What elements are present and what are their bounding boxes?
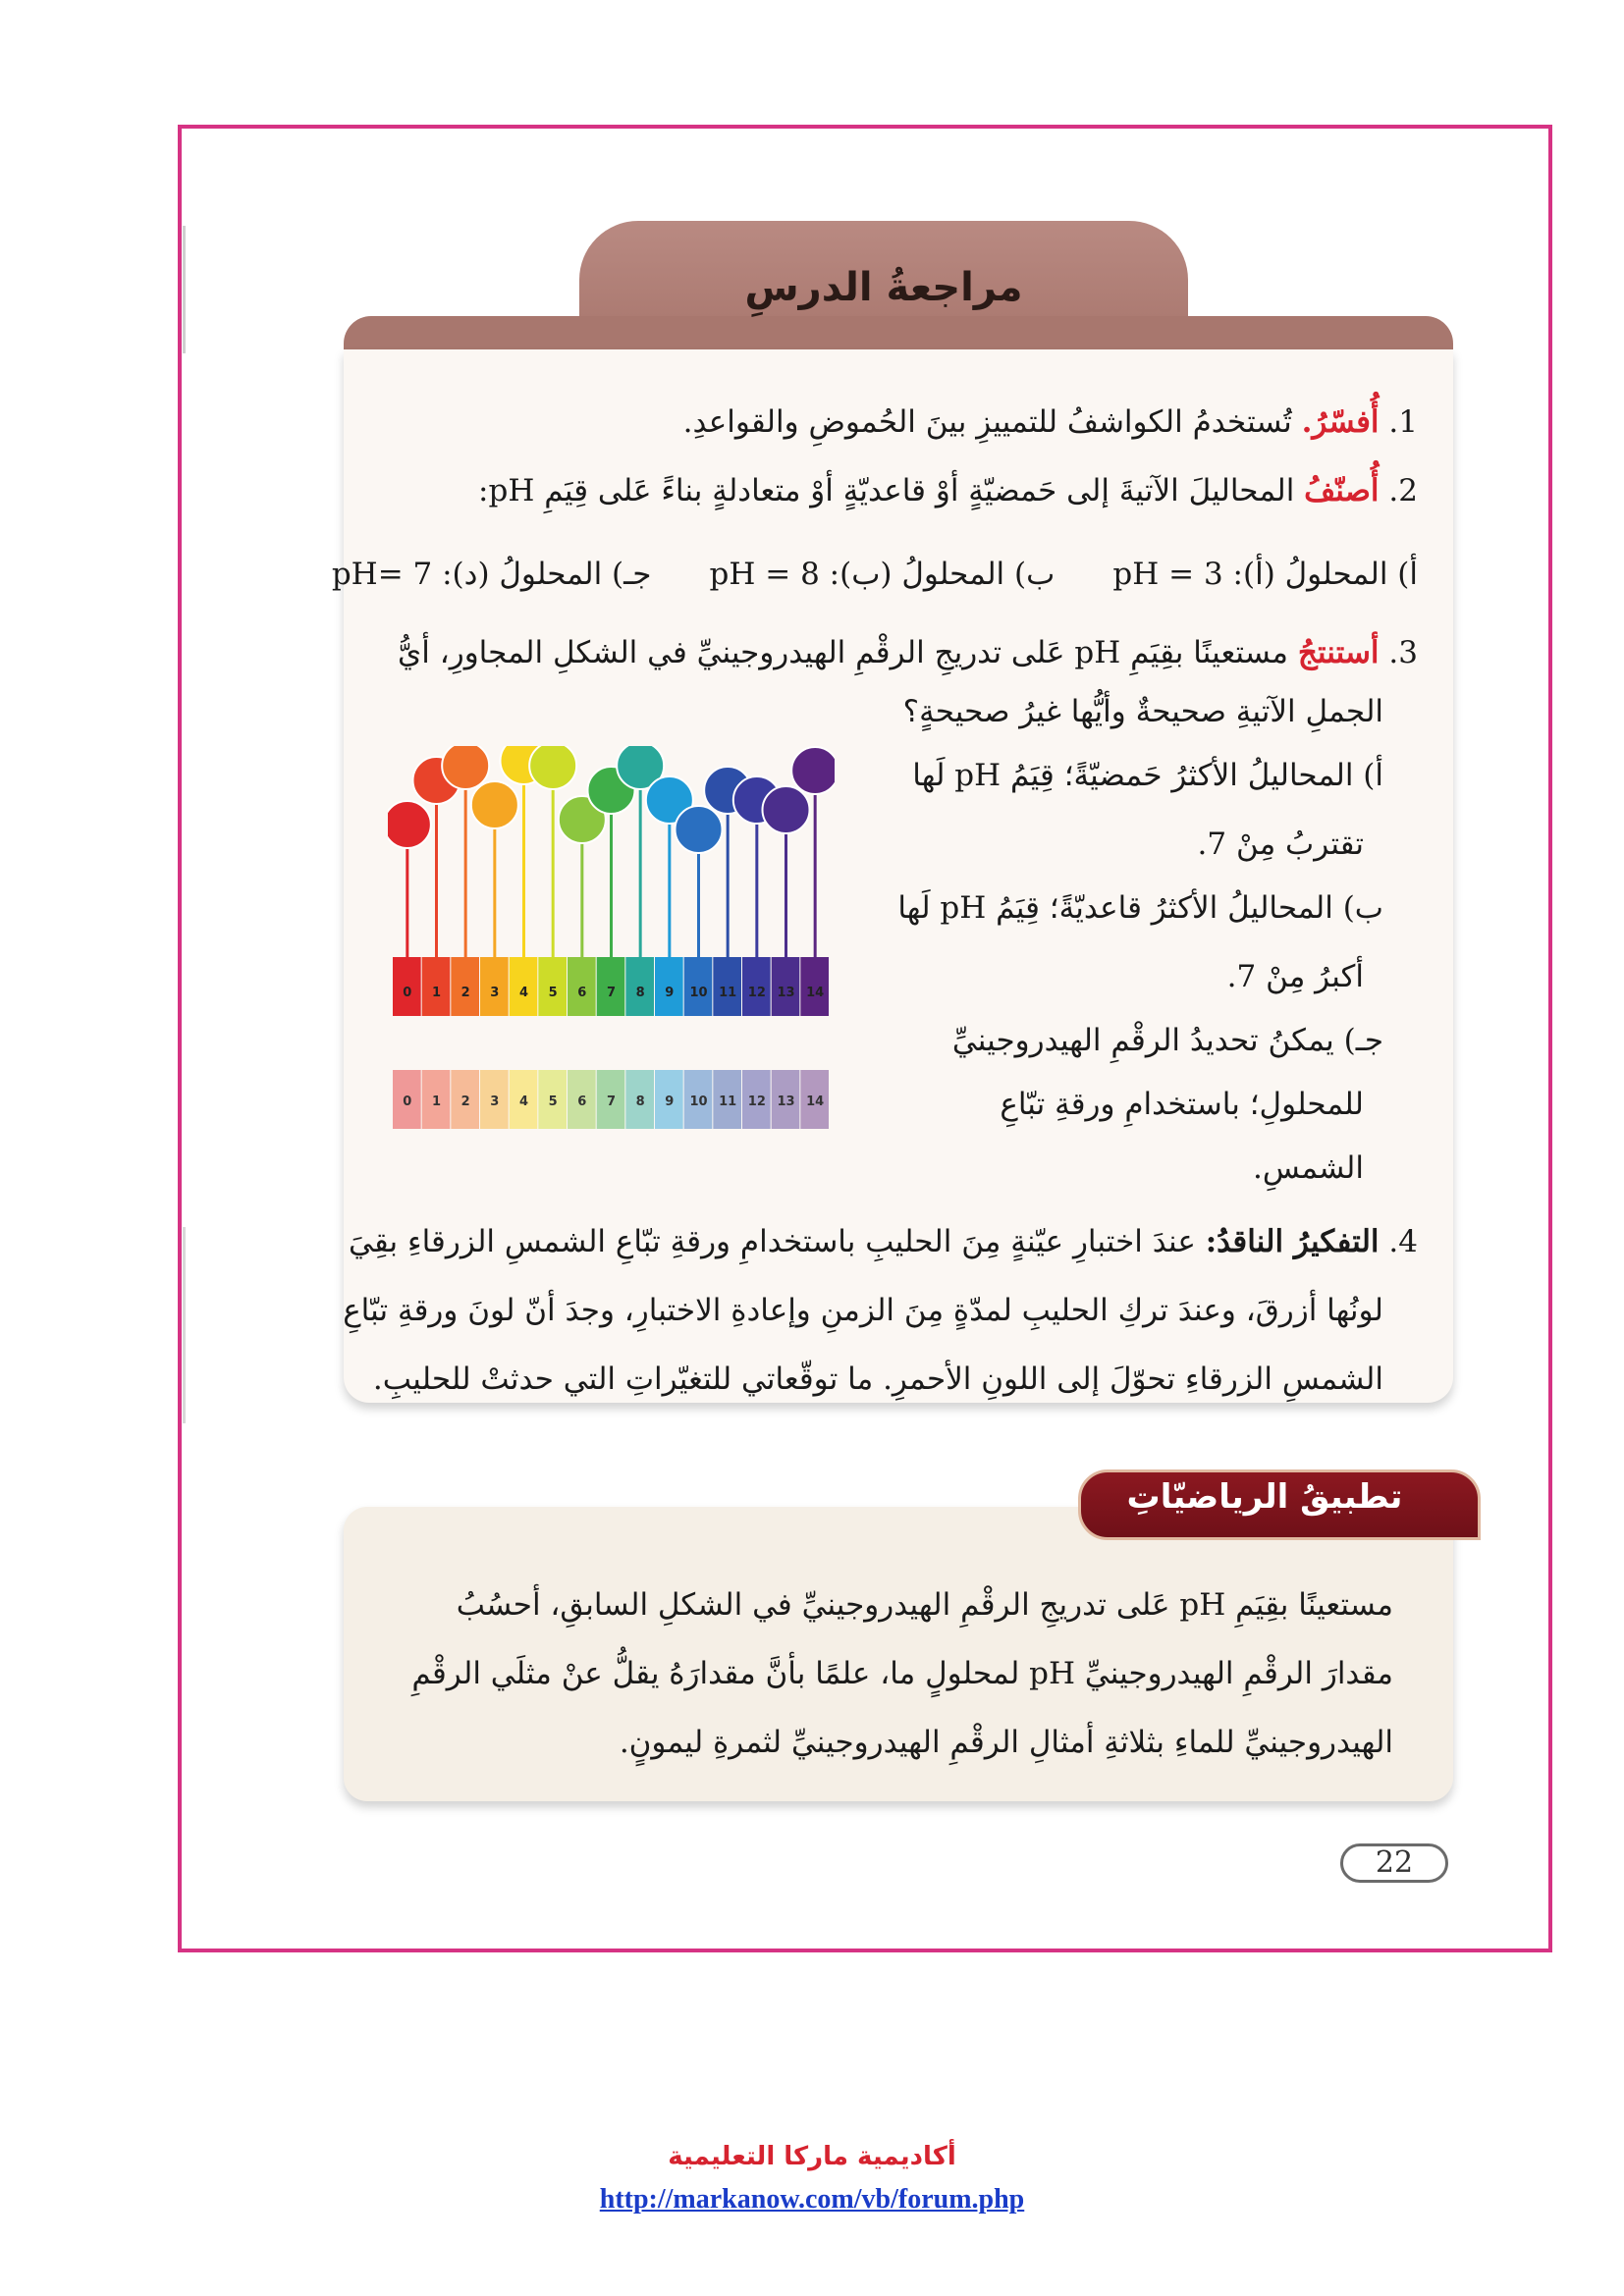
ph-scale-label: 3 [490, 986, 500, 1000]
ph-pale-scale-label: 1 [431, 1095, 442, 1109]
ph-pale-scale-label: 9 [665, 1095, 675, 1109]
question-verb: أستنتجُ [1297, 635, 1380, 670]
ph-pin-circle [791, 747, 835, 794]
margin-mark [183, 1227, 186, 1423]
question-number: 2. [1388, 473, 1418, 508]
ph-pale-scale-label: 3 [490, 1095, 500, 1109]
ph-pale-scale-label: 10 [689, 1095, 708, 1109]
question-text: المحاليلَ الآتيةَ إلى حَمضيّةٍ أوْ قاعديّةٍ أوْ متعادلةٍ بناءً عَلى قِيَمِ pH: [478, 473, 1305, 508]
question-number: 3. [1388, 635, 1418, 670]
ph-scale-illustration [388, 746, 835, 1158]
question-3-line2: الجملِ الآتيةِ صحيحةٌ وأيُّها غيرُ صحيحةٍ؟ [902, 694, 1383, 729]
ph-pale-scale-label: 14 [806, 1095, 825, 1109]
question-4 [349, 1222, 1418, 1261]
q3-option-b-cont: أكبرُ مِنْ 7. [1226, 959, 1364, 994]
question-text: تُستخدمُ الكواشفُ للتمييزِ بينَ الحُموضِ والقواعدِ. [682, 404, 1302, 440]
ph-scale-label: 9 [665, 986, 675, 1000]
question-number: 4. [1388, 1224, 1418, 1259]
ph-pin-circle [471, 781, 518, 828]
page-number: 22 [1340, 1843, 1448, 1883]
question-4-line2: لونُها أزرقَ، وعندَ تركِ الحليبِ لمدّةٍ مِنَ الزمنِ وإعادةِ الاختبارِ، وجدَ أنّ لونَ ورقةِ تبّاعِ [343, 1293, 1383, 1328]
review-header-band [344, 316, 1453, 351]
q3-option-a-cont: تقتربُ مِنْ 7. [1197, 827, 1364, 862]
ph-pale-scale-label: 11 [719, 1095, 737, 1109]
question-verb: أُفسّرُ. [1301, 404, 1380, 440]
math-line-1: مستعينًا بقِيَمِ pH عَلى تدريجِ الرقْمِ الهيدروجينيِّ في الشكلِ السابقِ، أحسُبُ [456, 1587, 1393, 1623]
math-title: تطبيقُ الرياضيّاتِ [1126, 1477, 1403, 1517]
ph-pin-circle [763, 786, 810, 833]
ph-pale-scale-label: 0 [403, 1095, 412, 1109]
q3-option-c-cont: للمحلولِ؛ باستخدامِ ورقةِ تبّاعِ [1000, 1087, 1364, 1122]
ph-scale-label: 7 [606, 986, 617, 1000]
question-verb: التفكيرُ الناقدُ: [1205, 1224, 1380, 1259]
ph-scale-label: 11 [719, 986, 737, 1000]
question-text: مستعينًا بقِيَمِ pH عَلى تدريجِ الرقْمِ الهيدروجينيِّ في الشكلِ المجاورِ، أيُّ [397, 635, 1298, 670]
ph-pale-scale-label: 8 [635, 1095, 645, 1109]
q3-option-a: أ) المحاليلُ الأكثرُ حَمضيّةً؛ قِيَمُ pH لَها [912, 758, 1383, 793]
question-2-items: أ) المحلولُ (أ): pH = 3 ب) المحلولُ (ب): pH = 8 جـ) المحلولُ (د): pH= 7 [331, 557, 1418, 592]
math-line-2: مقدارَ الرقْمِ الهيدروجينيِّ pH لمحلولٍ ما، علمًا بأنَّ مقدارَهُ يقلُّ عنْ مثلَي الرقْمِ [411, 1656, 1393, 1691]
review-title: مراجعةُ الدرسِ [744, 265, 1023, 310]
q3-option-c: جـ) يمكنُ تحديدُ الرقْمِ الهيدروجينيِّ [951, 1023, 1383, 1058]
ph-pin-circle [529, 746, 576, 789]
question-4-line3: الشمسِ الزرقاءِ تحوّلَ إلى اللونِ الأحمرِ. ما توقّعاتي للتغيّراتِ التي حدثتْ للحليبِ. [372, 1362, 1383, 1397]
q3-option-c-cont2: الشمسِ. [1252, 1150, 1364, 1186]
question-text: عندَ اختبارِ عيّنةٍ مِنَ الحليبِ باستخدامِ ورقةِ تبّاعِ الشمسِ الزرقاءِ بقِيَ [349, 1224, 1206, 1259]
question-number: 1. [1388, 404, 1418, 440]
ph-scale-label: 12 [747, 986, 766, 1000]
math-line-3: الهيدروجينيِّ للماءِ بثلاثةِ أمثالِ الرقْمِ الهيدروجينيِّ لثمرةِ ليمونٍ. [619, 1725, 1393, 1760]
ph-pale-scale-label: 2 [460, 1095, 470, 1109]
ph-pale-scale-label: 6 [577, 1095, 587, 1109]
footer-academy: أكاديمية ماركا التعليمية [668, 2142, 956, 2171]
ph-pin-circle [388, 801, 431, 848]
ph-pale-scale-label: 12 [747, 1095, 766, 1109]
ph-scale-label: 14 [806, 986, 825, 1000]
ph-pale-scale-label: 13 [777, 1095, 795, 1109]
ph-scale-label: 2 [460, 986, 470, 1000]
question-1 [683, 402, 1418, 442]
question-2 [478, 471, 1418, 510]
ph-scale-label: 5 [548, 986, 558, 1000]
ph-scale-label: 4 [518, 986, 529, 1000]
ph-pin-circle [442, 746, 489, 789]
margin-mark [183, 226, 186, 353]
ph-scale-label: 0 [403, 986, 412, 1000]
footer-link[interactable]: http://markanow.com/vb/forum.php [599, 2184, 1025, 2215]
ph-scale-label: 1 [431, 986, 442, 1000]
question-3 [398, 633, 1418, 672]
ph-scale-label: 13 [777, 986, 795, 1000]
question-verb: أُصنّفُ [1304, 473, 1380, 508]
ph-pale-scale-label: 7 [606, 1095, 617, 1109]
ph-pale-scale-label: 5 [548, 1095, 558, 1109]
q3-option-b: ب) المحاليلُ الأكثرُ قاعديّةً؛ قِيَمُ pH لَها [897, 890, 1383, 926]
ph-scale-label: 6 [577, 986, 587, 1000]
ph-pale-scale-label: 4 [518, 1095, 529, 1109]
ph-scale-label: 10 [689, 986, 708, 1000]
ph-scale-label: 8 [635, 986, 645, 1000]
ph-pin-circle [676, 806, 723, 853]
